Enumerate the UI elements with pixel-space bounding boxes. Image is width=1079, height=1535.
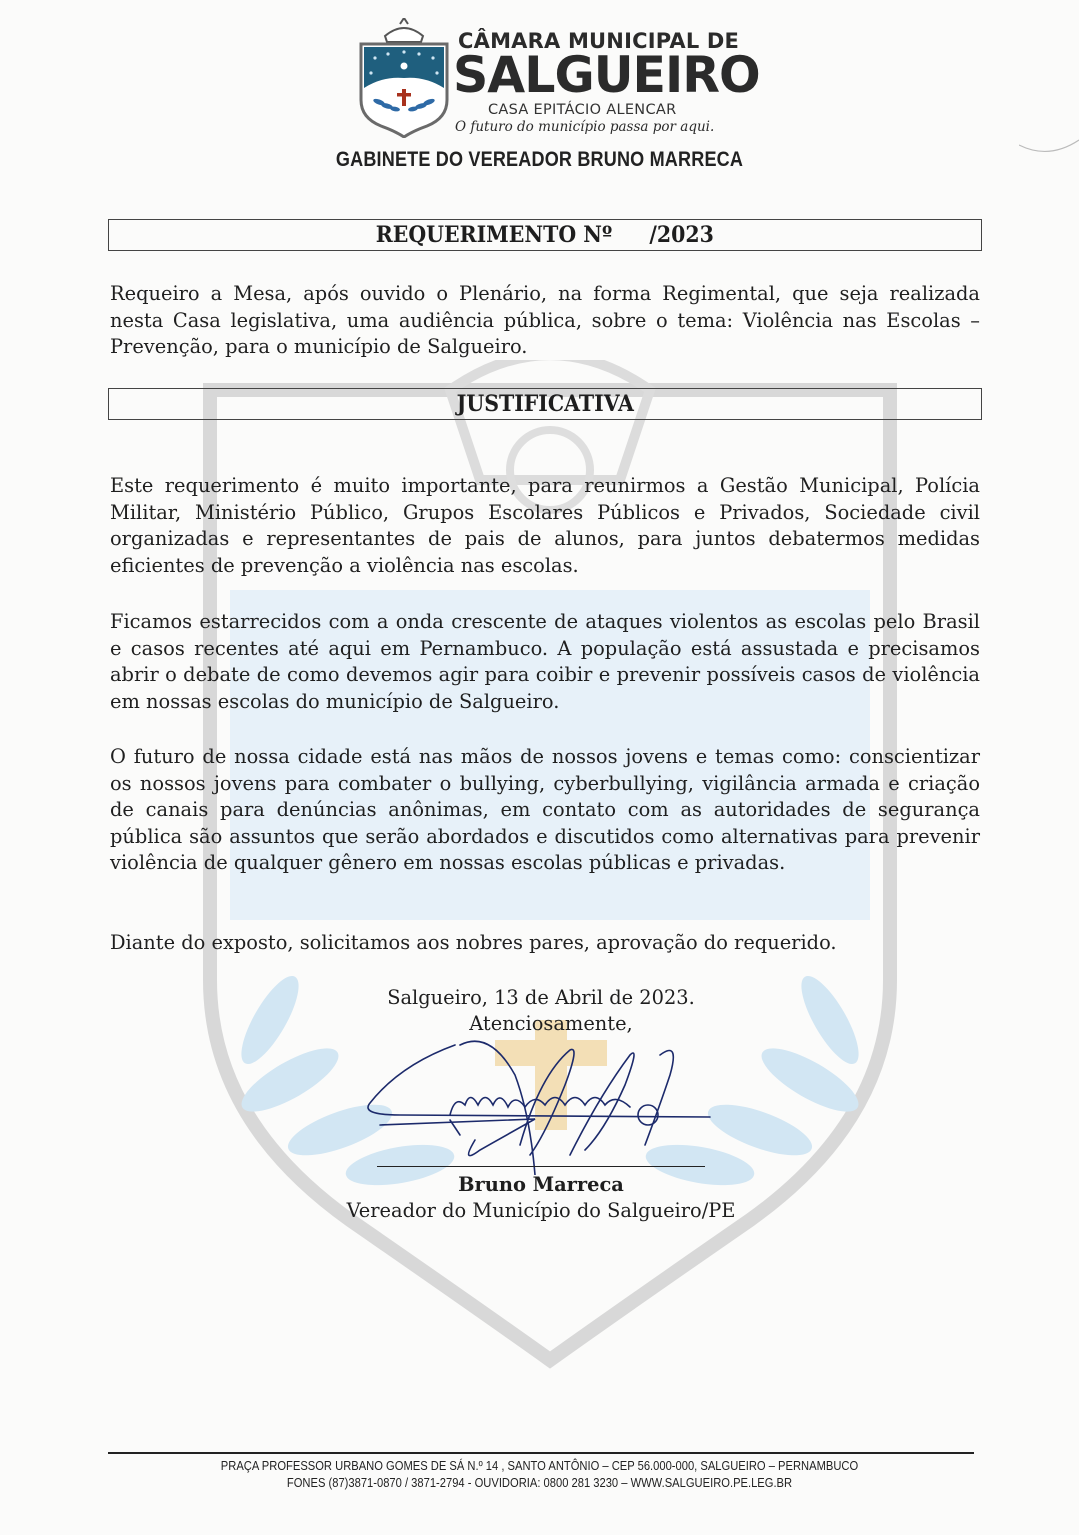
cabinet-title: GABINETE DO VEREADOR BRUNO MARRECA xyxy=(335,148,744,171)
footer-contacts: FONES (87)3871-0870 / 3871-2794 - OUVIDORIA: 0800 281 3230 – WWW.SALGUEIRO.PE.LEG.BR xyxy=(286,1475,793,1490)
justification-title-box xyxy=(108,388,982,420)
request-number-suffix: /2023 xyxy=(649,222,715,248)
brand-slogan: O futuro do município passa por aqui. xyxy=(455,119,715,135)
footer-address: PRAÇA PROFESSOR URBANO GOMES DE SÁ N.º 14 , SANTO ANTÔNIO – CEP 56.000-000, SALGUEIRO – PERNAMBUCO xyxy=(220,1458,859,1473)
handwritten-signature xyxy=(360,1035,720,1175)
brand-line-1: CÂMARA MUNICIPAL DE xyxy=(458,29,740,53)
request-body: Requeiro a Mesa, após ouvido o Plenário, na forma Regimental, que seja realizada nesta Casa legislativa, uma audiência pública, sobre o tema: Violência nas Escolas – Prevenção, para o município de Salgueiro. xyxy=(110,282,980,358)
footer-divider xyxy=(108,1452,974,1454)
brand-name: SALGUEIRO xyxy=(453,46,760,104)
letterhead xyxy=(355,18,760,140)
request-title-box xyxy=(108,219,982,251)
crest-logo-icon xyxy=(355,18,453,138)
justification-paragraph: O futuro de nossa cidade está nas mãos de nossos jovens e temas como: conscientizar os nossos jovens para combater o bullying, cyberbullying, vigilância armada e criação de canais para denúncias anônimas, em contato com as autoridades de segurança pública são assuntos que serão abordados e discutidos como alternativas para prevenir violência de qualquer gênero em nossas escolas públicas e privadas. xyxy=(110,745,980,874)
justification-title: JUSTIFICATIVA xyxy=(456,391,634,417)
request-title: REQUERIMENTO Nº xyxy=(375,222,613,248)
signature-line xyxy=(377,1166,705,1167)
date-line: Salgueiro, 13 de Abril de 2023. xyxy=(387,986,695,1009)
closing-paragraph: Diante do exposto, solicitamos aos nobres pares, aprovação do requerido. xyxy=(110,931,837,954)
signer-role: Vereador do Município do Salgueiro/PE xyxy=(346,1199,736,1222)
brand-house: CASA EPITÁCIO ALENCAR xyxy=(488,102,677,118)
justification-paragraph: Este requerimento é muito importante, para reunirmos a Gestão Municipal, Polícia Militar, Ministério Público, Grupos Escolares Públicos e Privados, Sociedade civil organizadas e representantes de pais de alunos, para juntos debatermos medidas eficientes de prevenção a violência nas escolas. xyxy=(110,474,980,577)
signer-name: Bruno Marreca xyxy=(458,1173,624,1196)
regards-line: Atenciosamente, xyxy=(469,1012,633,1035)
justification-paragraph: Ficamos estarrecidos com a onda crescente de ataques violentos as escolas pelo Brasil e casos recentes até aqui em Pernambuco. A população está assustada e precisamos abrir o debate de como devemos agir para coibir e prevenir possíveis casos de violência em nossas escolas do município de Salgueiro. xyxy=(110,610,980,713)
